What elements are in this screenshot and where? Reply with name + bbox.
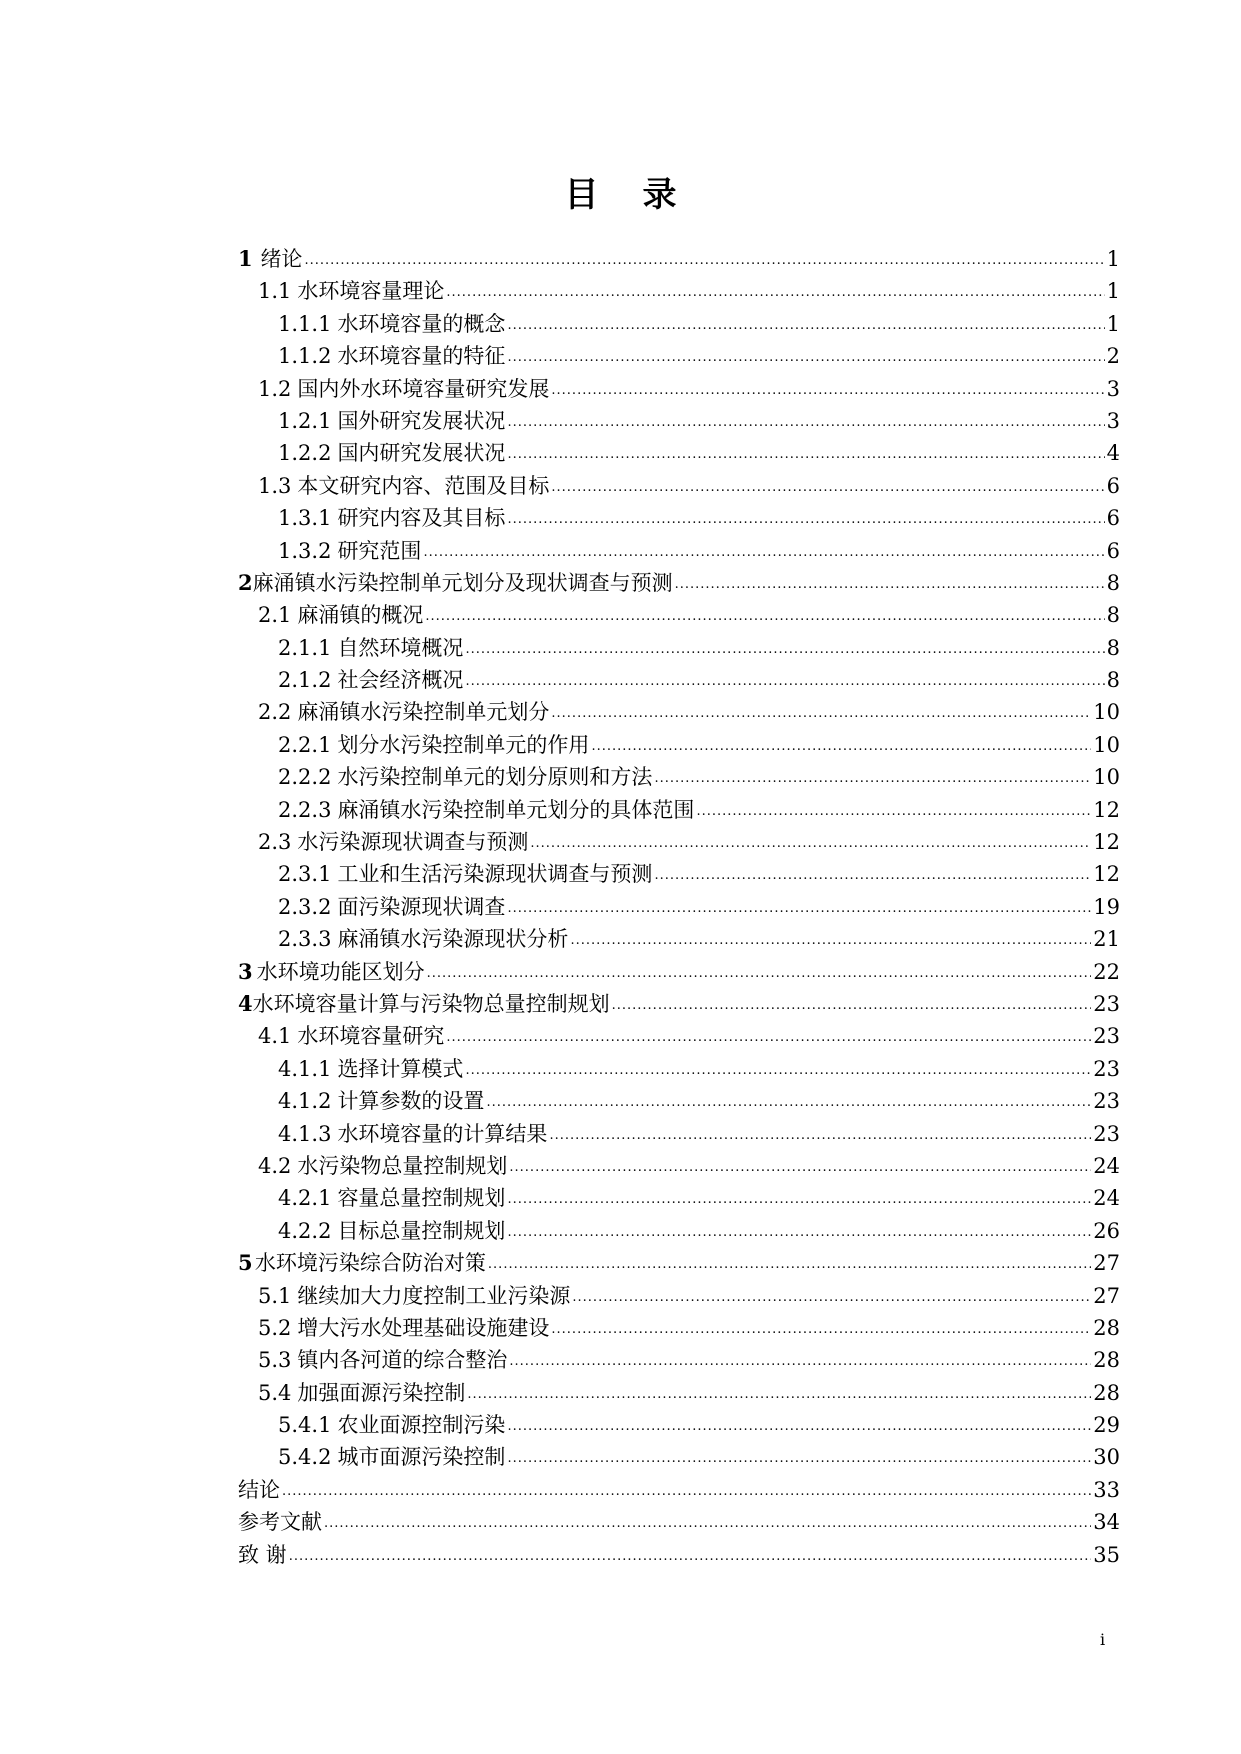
toc-entry[interactable] xyxy=(238,599,1120,631)
toc-entry-number: 5.4.1 xyxy=(278,1413,332,1438)
toc-entry-title: 城市面源污染控制 xyxy=(337,1445,506,1470)
toc-entry[interactable] xyxy=(238,405,1120,437)
toc-entry[interactable] xyxy=(238,1506,1120,1538)
toc-entry-page: 10 xyxy=(1093,765,1120,790)
toc-entry[interactable] xyxy=(238,761,1120,793)
toc-entry-title: 水环境污染综合防治对策 xyxy=(254,1251,486,1276)
toc-entry-title: 绪论 xyxy=(260,247,303,271)
toc-entry-page: 1 xyxy=(1106,279,1120,304)
toc-entry[interactable] xyxy=(238,729,1120,761)
toc-entry-title: 麻涌镇水污染控制单元划分的具体范围 xyxy=(337,797,695,822)
toc-entry-number: 4.1.1 xyxy=(278,1056,332,1081)
toc-entry-number: 5.3 xyxy=(258,1348,292,1373)
dot-leader xyxy=(507,1180,1091,1216)
toc-entry-title: 国内外水环境容量研究发展 xyxy=(297,376,550,401)
toc-entry[interactable] xyxy=(238,470,1120,502)
toc-entry[interactable] xyxy=(238,502,1120,534)
dot-leader xyxy=(465,662,1104,698)
toc-entry-number: 1.2 xyxy=(258,376,292,401)
dot-leader xyxy=(282,1472,1091,1508)
toc-entry[interactable] xyxy=(238,696,1120,728)
toc-entry-title: 面污染源现状调查 xyxy=(337,894,506,919)
toc-entry-number: 4.2.2 xyxy=(278,1218,332,1243)
toc-entry-title: 结论 xyxy=(238,1477,280,1502)
toc-entry-page: 3 xyxy=(1106,408,1120,433)
toc-entry-title: 麻涌镇水污染控制单元划分 xyxy=(297,700,550,725)
toc-entry-title: 继续加大力度控制工业污染源 xyxy=(297,1283,571,1308)
toc-entry[interactable] xyxy=(238,664,1120,696)
toc-entry-page: 23 xyxy=(1093,1056,1120,1081)
dot-leader xyxy=(425,597,1104,633)
toc-entry-page: 24 xyxy=(1093,1186,1120,1211)
toc-entry[interactable] xyxy=(238,437,1120,469)
toc-entry-title: 划分水污染控制单元的作用 xyxy=(337,732,590,757)
dot-leader xyxy=(509,1148,1091,1184)
toc-entry-title: 目标总量控制规划 xyxy=(337,1218,506,1243)
toc-entry-page: 28 xyxy=(1093,1315,1120,1340)
toc-entry[interactable] xyxy=(238,794,1120,826)
dot-leader xyxy=(507,338,1104,374)
toc-entry-page: 23 xyxy=(1093,991,1120,1016)
toc-entry-title: 麻涌镇水污染控制单元划分及现状调查与预测 xyxy=(252,570,673,595)
toc-entry-title: 水环境功能区划分 xyxy=(256,959,425,984)
toc-entry-title: 水环境容量的计算结果 xyxy=(337,1121,548,1146)
dot-leader xyxy=(446,1018,1091,1054)
dot-leader xyxy=(507,1407,1091,1443)
toc-entry-number: 2.2.3 xyxy=(278,797,332,822)
toc-entry-number: 1.1 xyxy=(258,279,292,304)
toc-entry-number: 3 xyxy=(238,958,253,984)
toc-entry-number: 4.1.2 xyxy=(278,1089,332,1114)
toc-entry-page: 34 xyxy=(1093,1510,1120,1535)
dot-leader xyxy=(427,954,1092,990)
toc-entry-page: 8 xyxy=(1106,668,1120,693)
toc-entry[interactable] xyxy=(238,1118,1120,1150)
toc-entry[interactable] xyxy=(238,1053,1120,1085)
toc-entry-title: 水污染物总量控制规划 xyxy=(297,1153,508,1178)
toc-entry-page: 26 xyxy=(1093,1218,1120,1243)
dot-leader xyxy=(654,856,1091,892)
toc-entry-number: 4.1 xyxy=(258,1024,292,1049)
toc-entry[interactable] xyxy=(238,891,1120,923)
toc-entry-title: 水污染控制单元的划分原则和方法 xyxy=(337,765,653,790)
toc-entry-title: 本文研究内容、范围及目标 xyxy=(297,473,550,498)
dot-leader xyxy=(551,371,1104,407)
toc-entry-title: 水环境容量的概念 xyxy=(337,311,506,336)
toc-entry[interactable] xyxy=(238,340,1120,372)
page-number: i xyxy=(1100,1630,1106,1649)
toc-entry-title: 国内研究发展状况 xyxy=(337,441,506,466)
toc-entry-number: 2.1 xyxy=(258,603,292,628)
toc-entry-title: 水环境容量计算与污染物总量控制规划 xyxy=(252,991,610,1016)
toc-entry-page: 1 xyxy=(1106,247,1120,271)
toc-entry-page: 1 xyxy=(1106,311,1120,336)
toc-entry[interactable] xyxy=(238,243,1120,275)
toc-entry-number: 4.1.3 xyxy=(278,1121,332,1146)
dot-leader xyxy=(675,565,1105,601)
dot-leader xyxy=(465,630,1104,666)
toc-entry-page: 8 xyxy=(1106,603,1120,628)
toc-entry-page: 10 xyxy=(1093,732,1120,757)
toc-entry-number: 2.1.1 xyxy=(278,635,332,660)
toc-entry[interactable] xyxy=(238,923,1120,955)
toc-entry-title: 水环境容量的特征 xyxy=(337,344,506,369)
toc-entry-title: 研究范围 xyxy=(337,538,422,563)
toc-entry-page: 28 xyxy=(1093,1348,1120,1373)
toc-entry-page: 24 xyxy=(1093,1153,1120,1178)
toc-entry-number: 1.1.2 xyxy=(278,344,332,369)
toc-entry-number: 4 xyxy=(238,990,253,1016)
toc-entry[interactable] xyxy=(238,1344,1120,1376)
dot-leader xyxy=(507,500,1104,536)
dot-leader xyxy=(551,694,1091,730)
toc-entry-number: 1.3.2 xyxy=(278,538,332,563)
dot-leader xyxy=(488,1245,1091,1281)
toc-entry-page: 12 xyxy=(1093,830,1120,855)
toc-entry[interactable] xyxy=(238,1474,1120,1506)
table-of-contents xyxy=(238,243,1120,1571)
dot-leader xyxy=(304,241,1104,277)
toc-entry-title: 麻涌镇的概况 xyxy=(297,603,424,628)
dot-leader xyxy=(591,727,1091,763)
toc-entry-page: 12 xyxy=(1093,797,1120,822)
toc-entry-page: 23 xyxy=(1093,1121,1120,1146)
toc-entry-page: 10 xyxy=(1093,700,1120,725)
toc-entry[interactable] xyxy=(238,1085,1120,1117)
toc-entry-page: 28 xyxy=(1093,1380,1120,1405)
toc-entry-page: 30 xyxy=(1093,1445,1120,1470)
toc-entry-title: 工业和生活污染源现状调查与预测 xyxy=(337,862,653,887)
dot-leader xyxy=(507,435,1104,471)
toc-entry-page: 23 xyxy=(1093,1024,1120,1049)
toc-entry-page: 35 xyxy=(1093,1542,1120,1567)
toc-entry-page: 19 xyxy=(1093,894,1120,919)
toc-entry[interactable] xyxy=(238,1215,1120,1247)
toc-entry-page: 8 xyxy=(1106,570,1120,595)
dot-leader xyxy=(467,1375,1091,1411)
dot-leader xyxy=(551,468,1104,504)
dot-leader xyxy=(289,1537,1092,1573)
dot-leader xyxy=(507,403,1104,439)
toc-entry-page: 29 xyxy=(1093,1413,1120,1438)
toc-entry-number: 2.2.2 xyxy=(278,765,332,790)
toc-entry-page: 27 xyxy=(1093,1283,1120,1308)
dot-leader xyxy=(507,306,1104,342)
toc-entry[interactable] xyxy=(238,858,1120,890)
dot-leader xyxy=(551,1310,1091,1346)
toc-entry-number: 1.2.1 xyxy=(278,408,332,433)
dot-leader xyxy=(509,1342,1091,1378)
toc-entry-page: 23 xyxy=(1093,1089,1120,1114)
dot-leader xyxy=(696,792,1091,828)
toc-entry[interactable] xyxy=(238,1312,1120,1344)
toc-entry-title: 研究内容及其目标 xyxy=(337,506,506,531)
dot-leader xyxy=(507,889,1091,925)
toc-entry-title: 增大污水处理基础设施建设 xyxy=(297,1315,550,1340)
toc-entry-page: 6 xyxy=(1106,473,1120,498)
toc-entry-number: 2.2.1 xyxy=(278,732,332,757)
toc-entry-title: 容量总量控制规划 xyxy=(337,1186,506,1211)
toc-entry-title: 选择计算模式 xyxy=(337,1056,464,1081)
toc-entry-page: 21 xyxy=(1093,927,1120,952)
toc-entry[interactable] xyxy=(238,275,1120,307)
toc-entry-number: 2.3.2 xyxy=(278,894,332,919)
toc-entry-number: 5.4.2 xyxy=(278,1445,332,1470)
toc-entry-page: 2 xyxy=(1106,344,1120,369)
dot-leader xyxy=(654,759,1091,795)
toc-entry-page: 3 xyxy=(1106,376,1120,401)
dot-leader xyxy=(423,533,1104,569)
toc-entry-number: 2.3 xyxy=(258,830,292,855)
dot-leader xyxy=(465,1051,1091,1087)
toc-entry-page: 27 xyxy=(1093,1251,1120,1276)
toc-entry-number: 4.2 xyxy=(258,1153,292,1178)
toc-entry[interactable] xyxy=(238,1150,1120,1182)
toc-entry-page: 8 xyxy=(1106,635,1120,660)
page-title: 目录 xyxy=(564,175,721,215)
toc-entry[interactable] xyxy=(238,988,1120,1020)
toc-entry-page: 6 xyxy=(1106,506,1120,531)
toc-entry-number: 5.1 xyxy=(258,1283,292,1308)
toc-entry-number: 1.3.1 xyxy=(278,506,332,531)
toc-entry[interactable] xyxy=(238,826,1120,858)
toc-entry-number: 2.3.3 xyxy=(278,927,332,952)
toc-entry-title: 国外研究发展状况 xyxy=(337,408,506,433)
toc-entry-title: 社会经济概况 xyxy=(337,668,464,693)
toc-entry[interactable] xyxy=(238,373,1120,405)
dot-leader xyxy=(612,986,1092,1022)
toc-entry-page: 22 xyxy=(1093,959,1120,984)
toc-entry-title: 加强面源污染控制 xyxy=(297,1380,466,1405)
toc-entry-number: 1.3 xyxy=(258,473,292,498)
toc-entry-title: 水环境容量研究 xyxy=(297,1024,445,1049)
toc-entry-title: 自然环境概况 xyxy=(337,635,464,660)
toc-entry[interactable] xyxy=(238,535,1120,567)
toc-entry[interactable] xyxy=(238,632,1120,664)
toc-entry[interactable] xyxy=(238,1182,1120,1214)
toc-entry-number: 4.2.1 xyxy=(278,1186,332,1211)
toc-entry-number: 1 xyxy=(238,246,253,271)
dot-leader xyxy=(570,921,1091,957)
toc-entry[interactable] xyxy=(238,308,1120,340)
toc-entry-title: 计算参数的设置 xyxy=(337,1089,485,1114)
toc-entry-number: 2.2 xyxy=(258,700,292,725)
toc-entry-page: 12 xyxy=(1093,862,1120,887)
toc-entry-title: 参考文献 xyxy=(238,1510,322,1535)
toc-entry-page: 4 xyxy=(1106,441,1120,466)
toc-entry-title: 致 谢 xyxy=(238,1542,287,1567)
toc-entry[interactable] xyxy=(238,1409,1120,1441)
toc-entry-number: 2.1.2 xyxy=(278,668,332,693)
toc-entry-page: 33 xyxy=(1093,1477,1120,1502)
toc-entry[interactable] xyxy=(238,1280,1120,1312)
toc-entry-number: 2 xyxy=(238,569,253,595)
toc-entry[interactable] xyxy=(238,1377,1120,1409)
toc-entry-number: 2.3.1 xyxy=(278,862,332,887)
toc-entry[interactable] xyxy=(238,567,1120,599)
dot-leader xyxy=(446,273,1104,309)
dot-leader xyxy=(486,1083,1091,1119)
dot-leader xyxy=(507,1439,1091,1475)
dot-leader xyxy=(549,1116,1091,1152)
toc-entry-number: 1.1.1 xyxy=(278,311,332,336)
toc-entry-title: 农业面源控制污染 xyxy=(337,1413,506,1438)
toc-entry-number: 5 xyxy=(238,1250,253,1276)
toc-entry-number: 5.4 xyxy=(258,1380,292,1405)
dot-leader xyxy=(324,1504,1091,1540)
toc-entry-number: 1.2.2 xyxy=(278,441,332,466)
toc-entry-title: 麻涌镇水污染源现状分析 xyxy=(337,927,569,952)
toc-entry[interactable] xyxy=(238,1247,1120,1279)
toc-entry-number: 5.2 xyxy=(258,1315,292,1340)
dot-leader xyxy=(572,1278,1091,1314)
toc-entry[interactable] xyxy=(238,956,1120,988)
toc-entry-title: 水污染源现状调查与预测 xyxy=(297,830,529,855)
toc-entry[interactable] xyxy=(238,1441,1120,1473)
toc-entry-title: 镇内各河道的综合整治 xyxy=(297,1348,508,1373)
toc-entry-page: 6 xyxy=(1106,538,1120,563)
toc-entry[interactable] xyxy=(238,1539,1120,1571)
toc-entry-title: 水环境容量理论 xyxy=(297,279,445,304)
dot-leader xyxy=(507,1213,1091,1249)
toc-entry[interactable] xyxy=(238,1020,1120,1052)
dot-leader xyxy=(530,824,1091,860)
